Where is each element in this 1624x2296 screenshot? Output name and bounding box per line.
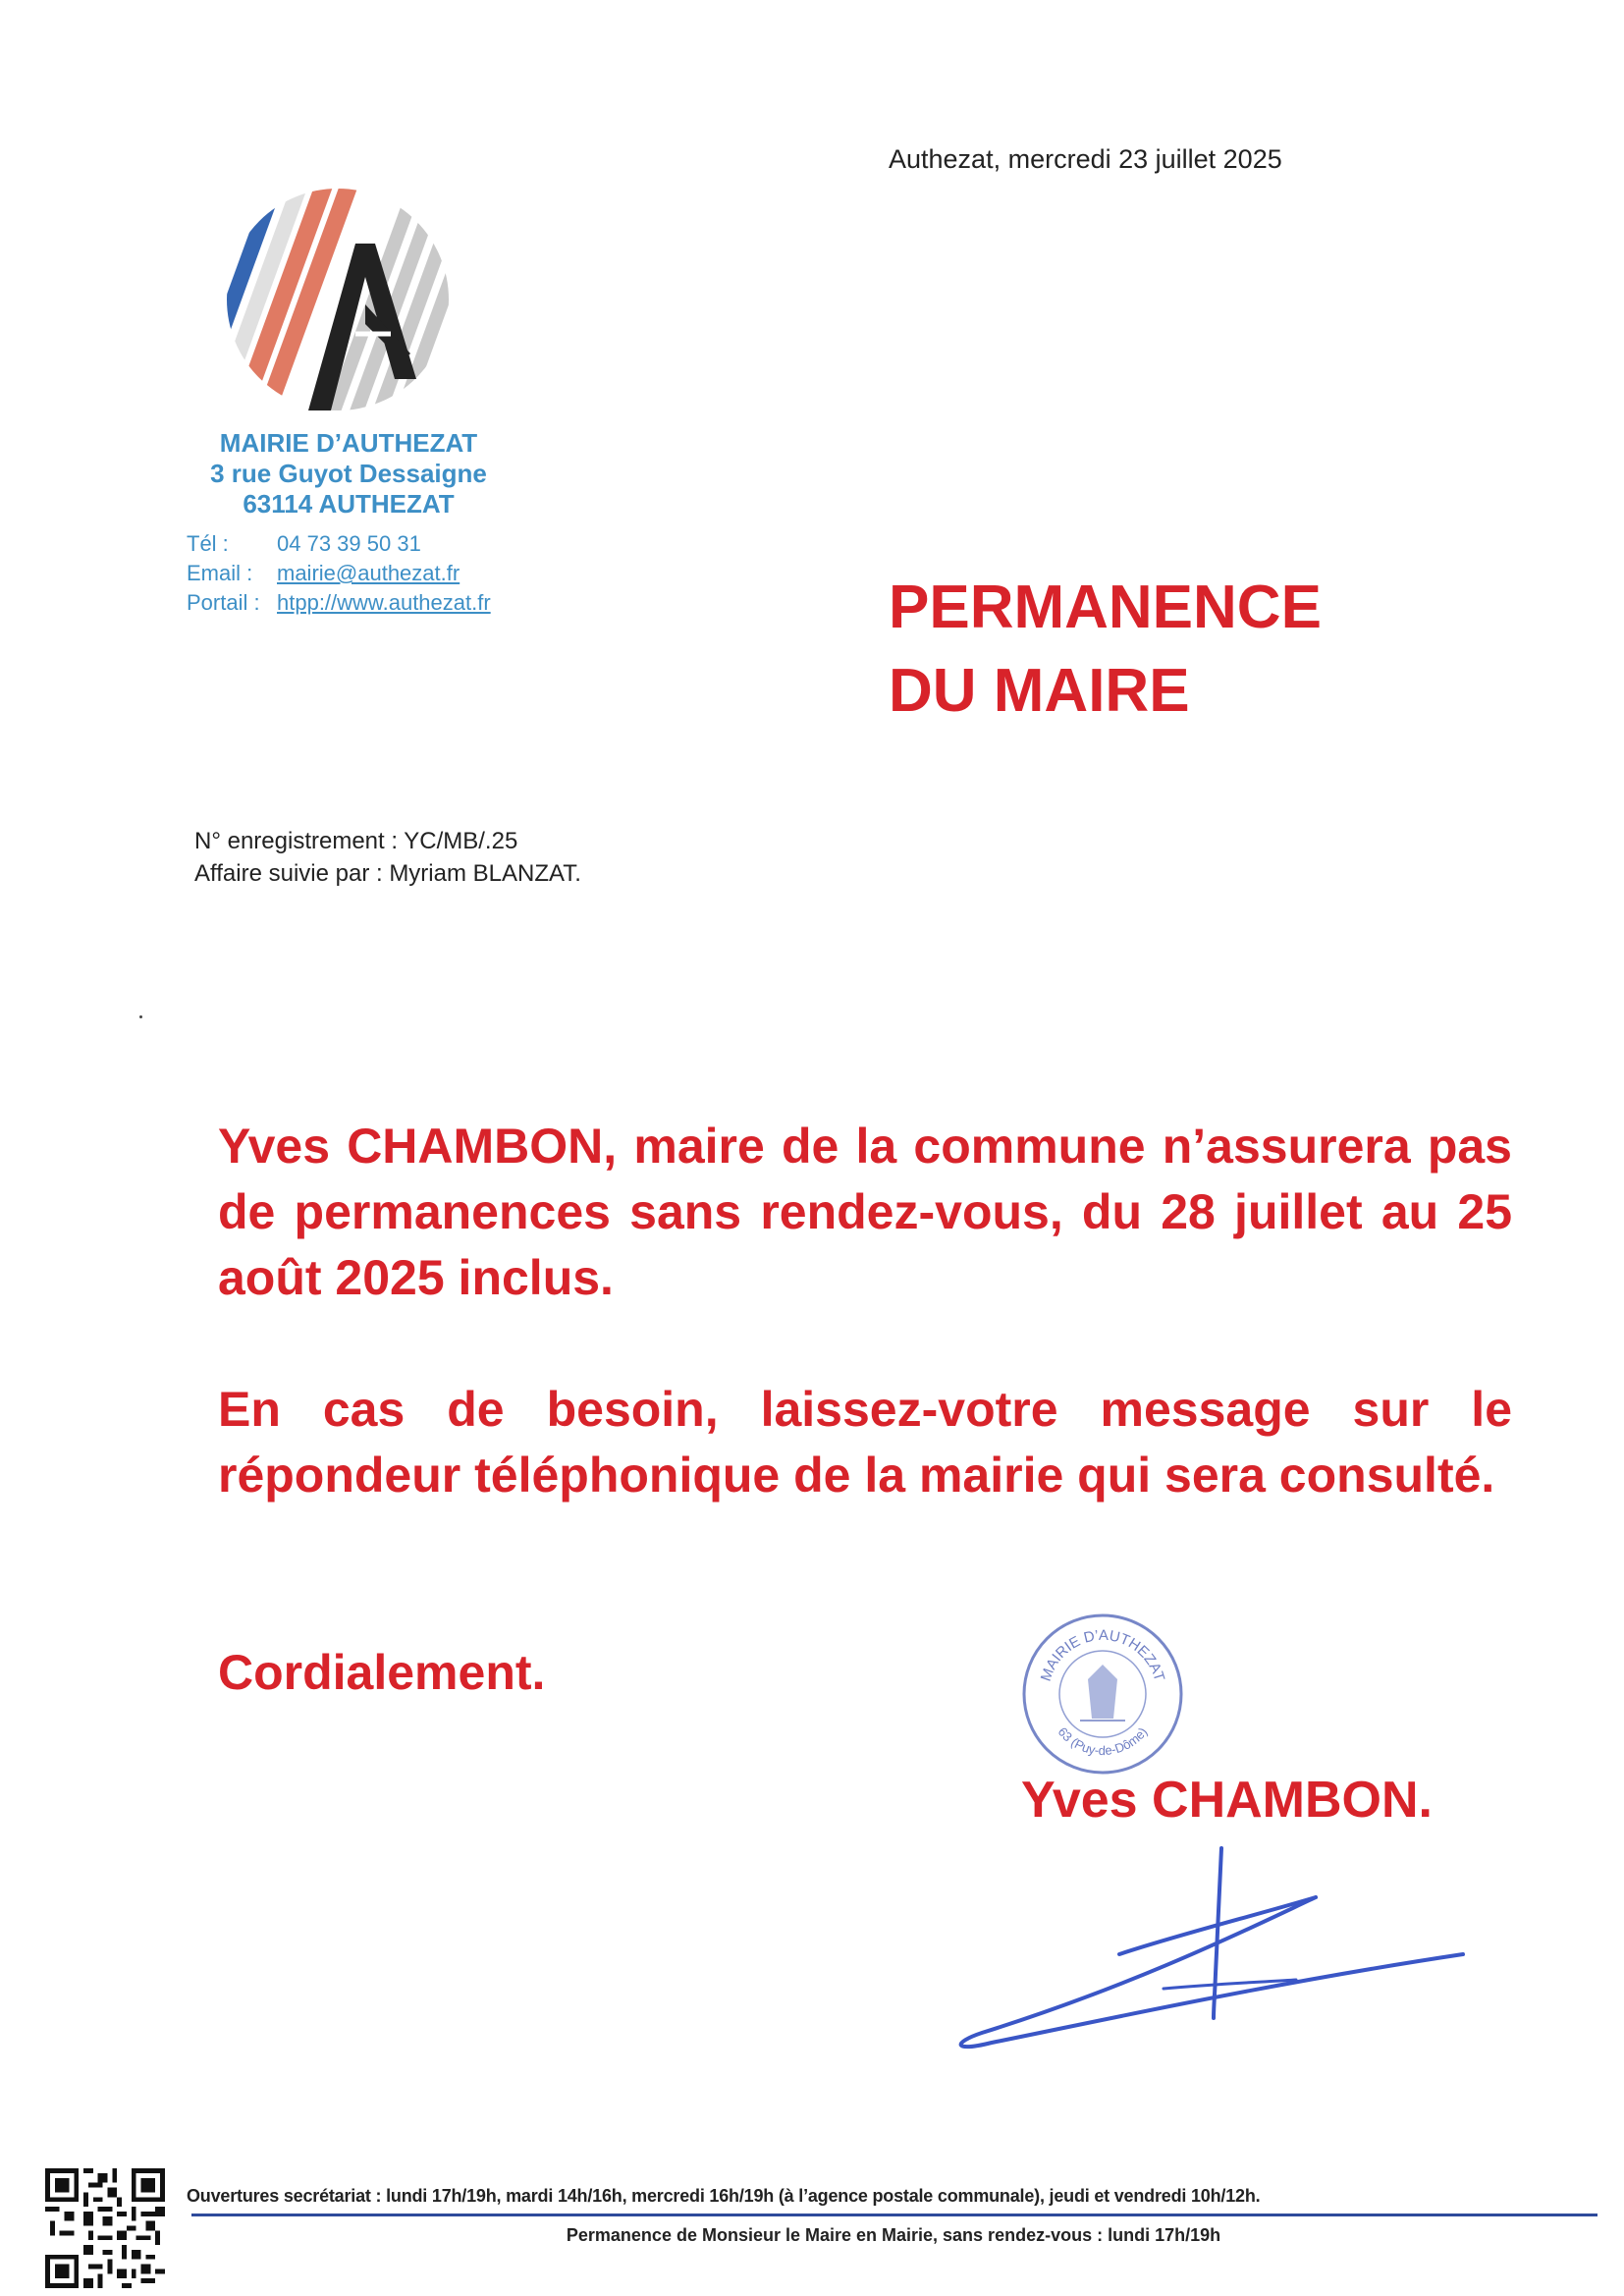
closing: Cordialement. <box>218 1645 546 1700</box>
contact-email <box>187 558 460 589</box>
followed-by: Affaire suivie par : Myriam BLANZAT. <box>194 860 581 887</box>
page-title <box>889 566 1322 733</box>
title-line-1: PERMANENCE <box>889 574 1322 641</box>
footer-mayor-hours: Permanence de Monsieur le Maire en Mairie, sans rendez-vous : lundi 17h/19h <box>566 2225 1221 2245</box>
registration-number: N° enregistrement : YC/MB/.25 <box>194 828 518 854</box>
body-paragraph-1: Yves CHAMBON, maire de la commune n’assurera pas de permanences sans rendez-vous, du 28 juillet au 25 août 2025 inclus. <box>218 1119 1512 1305</box>
stray-dot <box>139 1015 142 1018</box>
handwritten-signature <box>943 1836 1492 2072</box>
signer-name: Yves CHAMBON. <box>1021 1772 1433 1829</box>
org-city: 63114 AUTHEZAT <box>243 489 455 519</box>
mairie-logo <box>218 187 459 412</box>
contact-portal-label: Portail : <box>187 590 260 615</box>
qr-code[interactable] <box>45 2168 165 2288</box>
org-name: MAIRIE D’AUTHEZAT <box>219 428 478 458</box>
contact-portal <box>187 587 491 619</box>
contact-portal-link[interactable]: htpp://www.authezat.fr <box>277 590 491 615</box>
stamp-text-top: MAIRIE D’AUTHEZAT <box>1037 1626 1168 1684</box>
svg-text:63 (Puy-de-Dôme) <box>1056 1724 1151 1758</box>
body-paragraph-2: En cas de besoin, laissez-votre message sur le répondeur téléphonique de la mairie qui sera consulté. <box>218 1382 1512 1503</box>
title-line-2: DU MAIRE <box>889 657 1190 725</box>
mairie-stamp <box>1019 1611 1186 1777</box>
stamp-text-bottom: 63 (Puy-de-Dôme) <box>1055 1723 1151 1759</box>
contact-phone <box>187 528 421 560</box>
footer-divider <box>191 2214 1597 2216</box>
contact-email-link[interactable]: mairie@authezat.fr <box>277 561 460 585</box>
contact-email-label: Email : <box>187 561 253 585</box>
letter-date: Authezat, mercredi 23 juillet 2025 <box>889 144 1282 174</box>
contact-phone-label: Tél : <box>187 531 229 556</box>
org-address: 3 rue Guyot Dessaigne <box>210 459 487 488</box>
footer-opening-hours: Ouvertures secrétariat : lundi 17h/19h, mardi 14h/16h, mercredi 16h/19h (à l’agence postale communale), jeudi et vendredi 10h/12h. <box>187 2186 1261 2206</box>
contact-phone-value: 04 73 39 50 31 <box>277 531 421 556</box>
